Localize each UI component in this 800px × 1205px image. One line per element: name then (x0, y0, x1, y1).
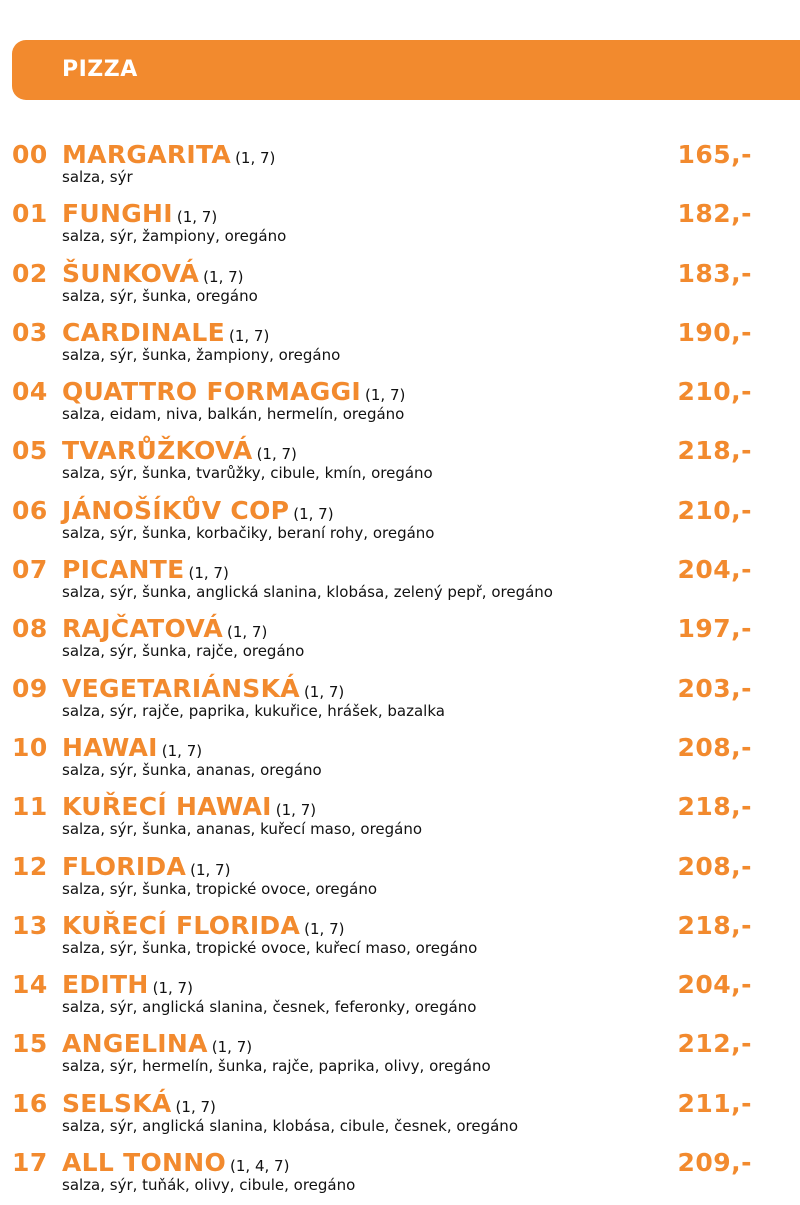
item-name: SELSKÁ (62, 1088, 172, 1118)
item-name: JÁNOŠÍKŮV COP (62, 495, 290, 525)
item-ingredients: salza, sýr (62, 168, 133, 186)
item-number: 16 (12, 1088, 48, 1118)
item-allergens: (1, 7) (235, 149, 276, 167)
menu-item (0, 1146, 800, 1205)
item-price: 208,- (677, 851, 752, 881)
item-allergens: (1, 7) (293, 504, 334, 523)
item-number: 00 (12, 140, 48, 169)
menu-item (0, 1087, 800, 1146)
item-ingredients: salza, sýr, šunka, oregáno (62, 286, 258, 305)
item-number: 03 (12, 317, 48, 347)
menu-item (0, 1027, 800, 1086)
menu-item (0, 494, 800, 553)
item-allergens: (1, 7) (256, 445, 297, 464)
menu-item (0, 612, 800, 671)
menu-item (0, 731, 800, 790)
section-header (12, 40, 800, 100)
item-ingredients: salza, sýr, šunka, anglická slanina, klobása, zelený pepř, oregáno (62, 583, 553, 602)
menu-item (0, 790, 800, 849)
menu-item (0, 138, 800, 197)
item-ingredients: salza, sýr, šunka, rajče, oregáno (62, 642, 305, 661)
item-ingredients: salza, sýr, rajče, paprika, kukuřice, hrášek, bazalka (62, 701, 445, 720)
item-allergens: (1, 7) (161, 741, 203, 760)
item-allergens: (1, 7) (275, 801, 317, 820)
item-number: 01 (12, 199, 48, 229)
item-allergens: (1, 7) (188, 564, 229, 583)
item-name: ŠUNKOVÁ (62, 258, 200, 288)
item-allergens: (1, 7) (211, 1038, 253, 1057)
item-ingredients: salza, sýr, anglická slanina, česnek, feferonky, oregáno (62, 998, 477, 1017)
item-name: TVARŮŽKOVÁ (62, 436, 253, 466)
item-ingredients: salza, sýr, tuňák, olivy, cibule, oregáno (62, 1176, 356, 1195)
item-price: 183,- (677, 258, 752, 288)
menu-item (0, 316, 800, 375)
item-price: 210,- (677, 495, 752, 525)
menu-item (0, 850, 800, 909)
menu-item (0, 434, 800, 493)
item-price: 165,- (677, 140, 752, 169)
item-name: ANGELINA (62, 1029, 208, 1059)
section-title: PIZZA (62, 57, 138, 82)
item-price: 208,- (677, 732, 752, 762)
item-ingredients: salza, sýr, šunka, ananas, kuřecí maso, oregáno (62, 820, 423, 839)
menu-item (0, 197, 800, 256)
item-ingredients: salza, sýr, šunka, tvarůžky, cibule, kmín, oregáno (62, 464, 433, 483)
item-number: 04 (12, 377, 48, 407)
pizza-menu-list (0, 138, 800, 1205)
item-price: 209,- (677, 1148, 752, 1178)
item-ingredients: salza, sýr, šunka, tropické ovoce, oregáno (62, 879, 378, 898)
item-name: PICANTE (62, 555, 185, 585)
item-name: FUNGHI (62, 199, 173, 229)
item-number: 06 (12, 495, 48, 525)
item-number: 09 (12, 673, 48, 703)
item-price: 218,- (677, 436, 752, 466)
menu-item (0, 375, 800, 434)
item-allergens: (1, 7) (203, 267, 244, 286)
item-name: ALL TONNO (62, 1148, 227, 1178)
item-number: 12 (12, 851, 48, 881)
menu-item (0, 553, 800, 612)
item-price: 197,- (677, 614, 752, 644)
item-price: 182,- (677, 199, 752, 229)
item-number: 11 (12, 792, 48, 822)
item-ingredients: salza, sýr, hermelín, šunka, rajče, paprika, olivy, oregáno (62, 1057, 491, 1076)
item-allergens: (1, 7) (152, 979, 193, 998)
item-price: 211,- (677, 1088, 752, 1118)
item-price: 190,- (677, 317, 752, 347)
item-allergens: (1, 4, 7) (230, 1157, 290, 1176)
item-allergens: (1, 7) (176, 208, 218, 227)
item-allergens: (1, 7) (365, 386, 406, 405)
item-allergens: (1, 7) (228, 326, 270, 345)
item-number: 10 (12, 732, 48, 762)
item-number: 17 (12, 1148, 48, 1178)
item-name: VEGETARIÁNSKÁ (62, 673, 300, 703)
item-ingredients: salza, sýr, žampiony, oregáno (62, 227, 287, 246)
item-number: 14 (12, 970, 48, 1000)
item-ingredients: salza, eidam, niva, balkán, hermelín, oregáno (62, 405, 405, 424)
item-ingredients: salza, sýr, anglická slanina, klobása, cibule, česnek, oregáno (62, 1116, 518, 1135)
menu-item (0, 257, 800, 316)
item-number: 13 (12, 910, 48, 940)
item-name: KUŘECÍ FLORIDA (62, 910, 301, 940)
item-allergens: (1, 7) (175, 1097, 216, 1116)
item-name: RAJČATOVÁ (62, 614, 223, 644)
item-name: CARDINALE (62, 317, 225, 347)
item-price: 212,- (677, 1029, 752, 1059)
menu-item (0, 968, 800, 1027)
menu-item (0, 672, 800, 731)
item-price: 203,- (677, 673, 752, 703)
item-price: 204,- (677, 970, 752, 1000)
item-number: 07 (12, 555, 48, 585)
item-number: 02 (12, 258, 48, 288)
item-price: 204,- (677, 555, 752, 585)
item-number: 05 (12, 436, 48, 466)
item-ingredients: salza, sýr, šunka, ananas, oregáno (62, 760, 322, 779)
item-allergens: (1, 7) (190, 860, 231, 879)
item-number: 08 (12, 614, 48, 644)
item-name: KUŘECÍ HAWAI (62, 792, 272, 822)
item-name: MARGARITA (62, 140, 232, 169)
item-ingredients: salza, sýr, šunka, korbačiky, beraní rohy, oregáno (62, 523, 435, 542)
item-allergens: (1, 7) (227, 623, 268, 642)
item-ingredients: salza, sýr, šunka, tropické ovoce, kuřecí maso, oregáno (62, 938, 478, 957)
item-price: 210,- (677, 377, 752, 407)
item-allergens: (1, 7) (303, 682, 345, 701)
item-name: HAWAI (62, 732, 158, 762)
item-name: QUATTRO FORMAGGI (62, 377, 362, 407)
item-price: 218,- (677, 792, 752, 822)
item-number: 15 (12, 1029, 48, 1059)
menu-item (0, 909, 800, 968)
item-name: EDITH (62, 970, 149, 1000)
item-name: FLORIDA (62, 851, 187, 881)
item-allergens: (1, 7) (304, 919, 345, 938)
item-price: 218,- (677, 910, 752, 940)
item-ingredients: salza, sýr, šunka, žampiony, oregáno (62, 345, 341, 364)
